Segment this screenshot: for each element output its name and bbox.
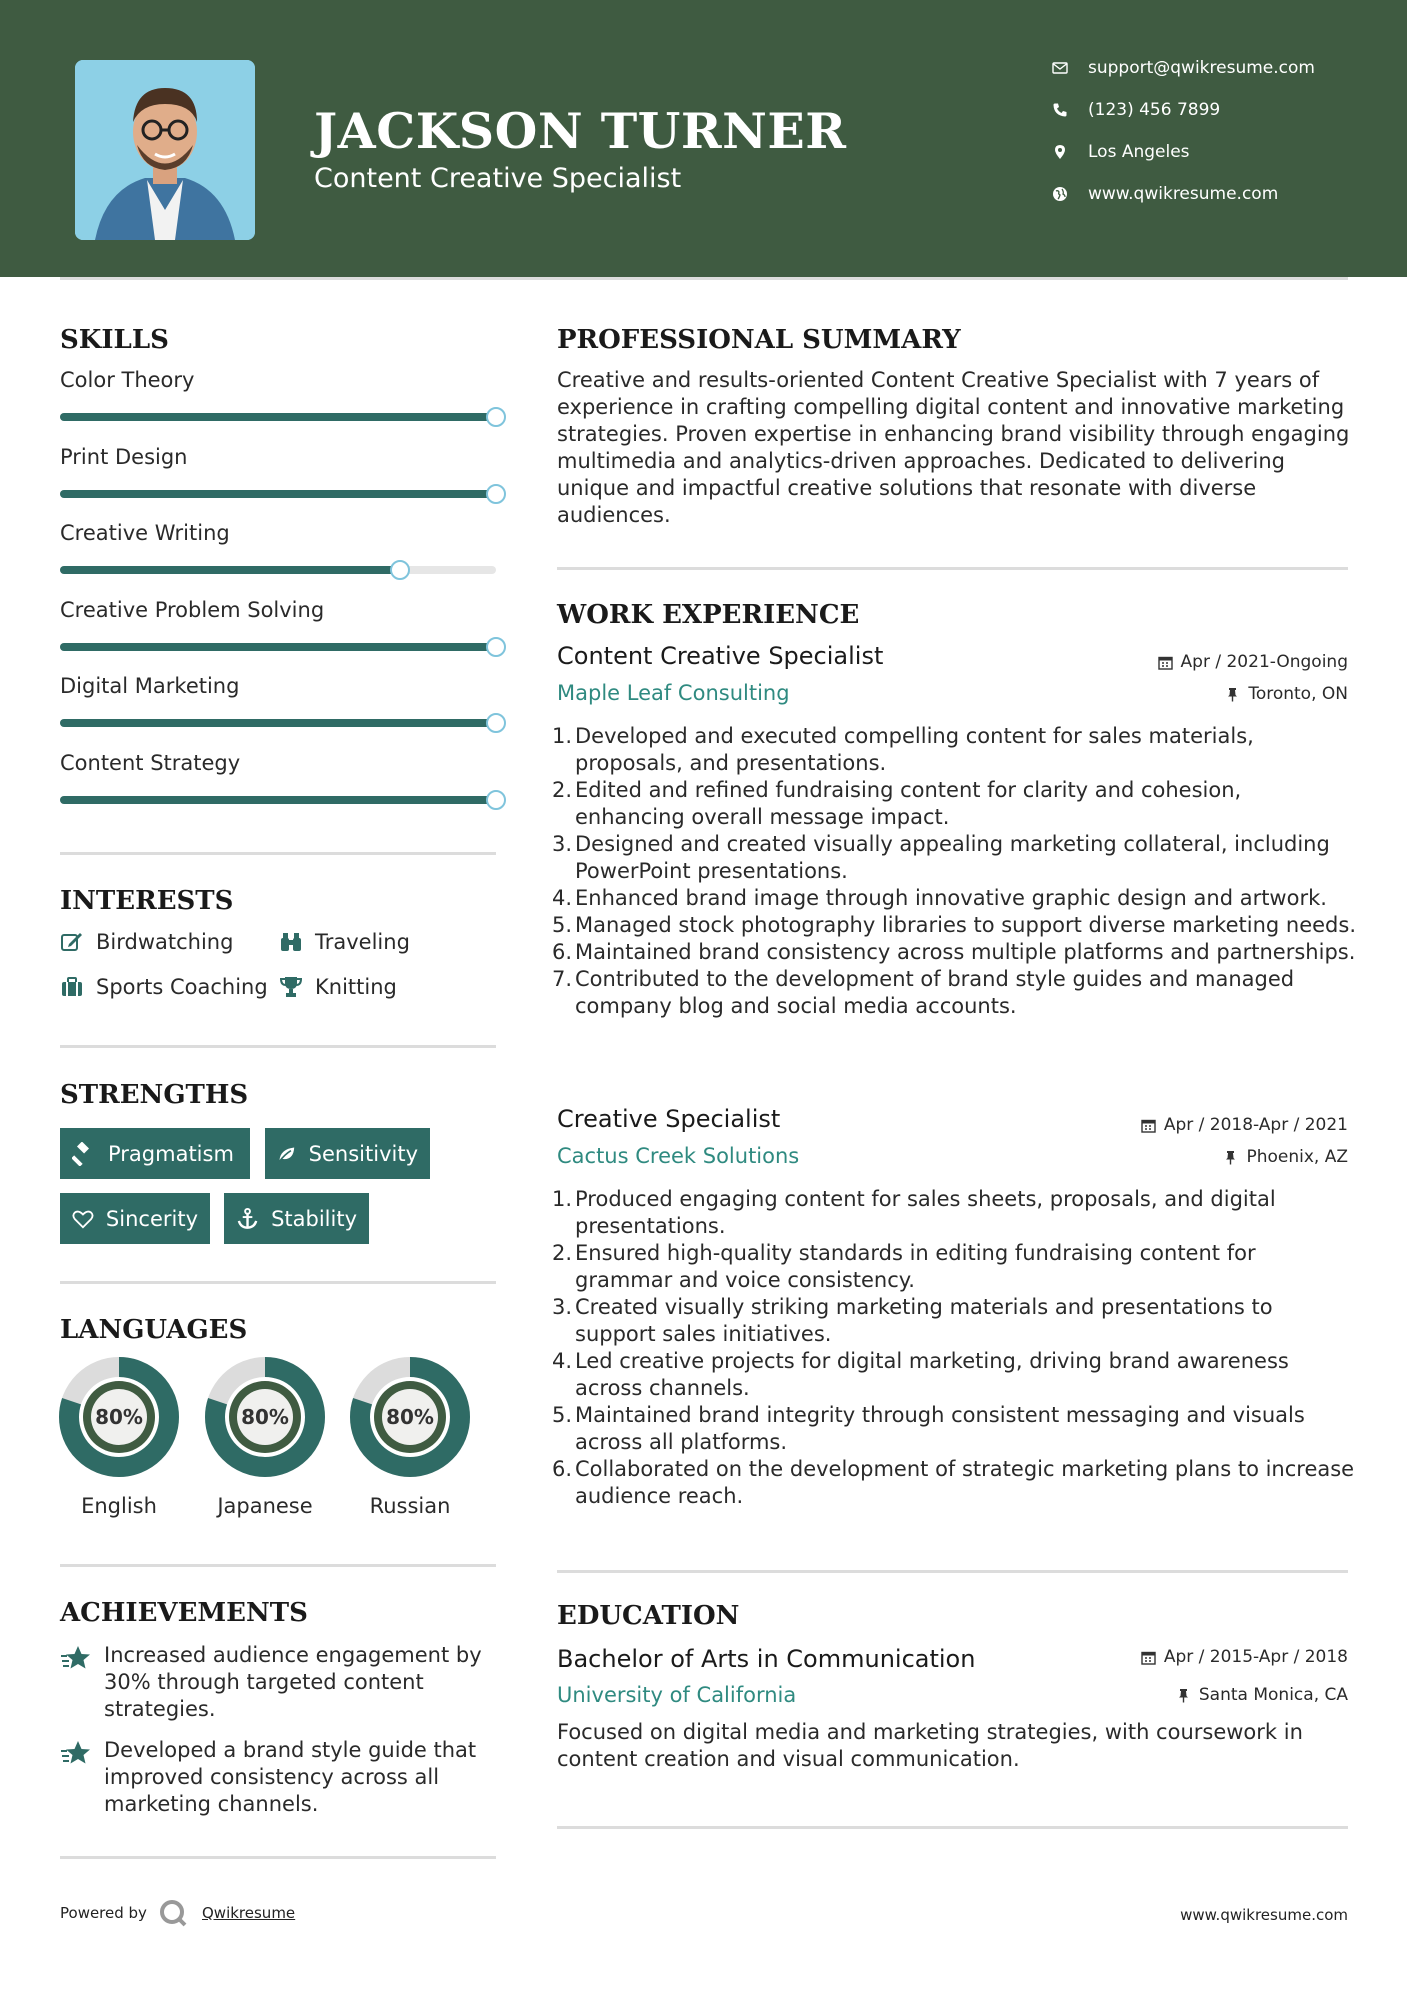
skill-bar-knob: [486, 790, 506, 810]
strength-label: Pragmatism: [108, 1141, 234, 1166]
pushpin-icon: [1176, 1688, 1191, 1703]
education-dates-text: Apr / 2015-Apr / 2018: [1163, 1647, 1348, 1667]
skill-bar-fill: [60, 643, 496, 651]
language-donut: [204, 1356, 326, 1478]
school-name: University of California: [557, 1683, 797, 1707]
bullet-text: Led creative projects for digital marketing, driving brand awareness across channels.: [575, 1349, 1289, 1400]
languages-heading: LANGUAGES: [60, 1315, 248, 1345]
bullet-text: Developed and executed compelling content for sales materials, proposals, and presentations.: [575, 724, 1254, 775]
language-donut: [349, 1356, 471, 1478]
anchor-icon: [236, 1207, 259, 1231]
job-location-text: Toronto, ON: [1248, 684, 1348, 704]
language-donut: [58, 1356, 180, 1478]
bullet-number: 3.: [552, 832, 573, 856]
bullet-number: 4.: [552, 886, 573, 910]
interest-item: [60, 975, 268, 999]
job-bullet: [552, 831, 1357, 885]
achievement-text: Increased audience engagement by 30% through targeted content strategies.: [104, 1643, 482, 1721]
divider: [60, 1856, 496, 1859]
envelope-icon: [1050, 58, 1070, 78]
divider: [557, 1570, 1348, 1573]
candidate-name: JACKSON TURNER: [314, 102, 847, 160]
job-bullet: [552, 1186, 1357, 1240]
job-location-text: Phoenix, AZ: [1246, 1147, 1348, 1167]
phone-icon: [1050, 100, 1070, 120]
achievement-item: [60, 1737, 510, 1818]
divider: [557, 567, 1348, 570]
star-icon: [60, 1739, 92, 1769]
education-dates: [1141, 1647, 1348, 1667]
leaf-icon: [277, 1142, 297, 1166]
strength-label: Sensitivity: [308, 1141, 418, 1166]
skill-bar-fill: [60, 413, 496, 421]
skill-bar-fill: [60, 490, 496, 498]
bullet-number: 4.: [552, 1349, 573, 1373]
language-percent: 80%: [241, 1405, 289, 1429]
job-bullet: [552, 1456, 1357, 1510]
skill-bar-knob: [486, 713, 506, 733]
contact-location-text: Los Angeles: [1088, 142, 1190, 162]
job-bullet: [552, 723, 1357, 777]
contact-email[interactable]: [1050, 58, 1315, 78]
bullet-number: 6.: [552, 1457, 573, 1481]
strength-tag: [60, 1128, 250, 1179]
bullet-number: 7.: [552, 967, 573, 991]
avatar: [75, 60, 255, 240]
divider: [60, 1045, 496, 1048]
skill-bar-knob: [486, 637, 506, 657]
skill-bar: [60, 796, 496, 804]
education-location: [1176, 1685, 1348, 1705]
skill-label: Content Strategy: [60, 750, 241, 775]
bullet-number: 2.: [552, 778, 573, 802]
bullet-number: 1.: [552, 1187, 573, 1211]
bullet-text: Maintained brand consistency across multiple platforms and partnerships.: [575, 940, 1356, 964]
skill-bar: [60, 490, 496, 498]
contact-phone-text: (123) 456 7899: [1088, 100, 1221, 120]
strength-tag: [60, 1193, 210, 1244]
skill-bar: [60, 413, 496, 421]
language-percent: 80%: [95, 1405, 143, 1429]
language-item: [204, 1356, 326, 1518]
job-bullet: [552, 1240, 1357, 1294]
achievements-heading: ACHIEVEMENTS: [60, 1598, 308, 1628]
language-label: Russian: [369, 1494, 451, 1518]
strengths-heading: STRENGTHS: [60, 1080, 249, 1110]
job-dates: [1141, 1115, 1348, 1135]
skill-label: Creative Problem Solving: [60, 597, 325, 622]
skill-bar-fill: [60, 719, 496, 727]
company-name: Maple Leaf Consulting: [557, 681, 790, 705]
job-dates: [1158, 652, 1348, 672]
divider: [60, 1281, 496, 1284]
skill-label: Color Theory: [60, 368, 195, 392]
qwikresume-logo-icon: [158, 1898, 188, 1928]
interests-heading: INTERESTS: [60, 886, 234, 916]
job-title: Content Creative Specialist: [557, 642, 884, 670]
job-dates-text: Apr / 2018-Apr / 2021: [1163, 1115, 1348, 1135]
skill-bar-knob: [390, 560, 410, 580]
footer-url[interactable]: www.qwikresume.com: [1180, 1906, 1348, 1924]
degree-title: Bachelor of Arts in Communication: [557, 1645, 976, 1673]
star-icon: [60, 1644, 92, 1674]
skill-bar-knob: [486, 407, 506, 427]
pushpin-icon: [1223, 1150, 1238, 1165]
job-title: Creative Specialist: [557, 1105, 781, 1133]
achievement-text: Developed a brand style guide that improved consistency across all marketing channels.: [104, 1738, 477, 1816]
achievement-item: [60, 1642, 510, 1723]
interest-item: [279, 930, 410, 954]
trophy-icon: [279, 975, 303, 999]
calendar-icon: [1141, 1650, 1156, 1665]
strength-tag: [224, 1193, 369, 1244]
pushpin-icon: [1225, 687, 1240, 702]
job-dates-text: Apr / 2021-Ongoing: [1180, 652, 1348, 672]
briefcase-icon: [60, 975, 84, 999]
bullet-text: Produced engaging content for sales sheets, proposals, and digital presentations.: [575, 1187, 1276, 1238]
skill-label: Print Design: [60, 444, 188, 469]
bullet-text: Managed stock photography libraries to support diverse marketing needs.: [575, 913, 1356, 937]
bullet-number: 5.: [552, 913, 573, 937]
powered-by-text: Powered by: [60, 1904, 147, 1922]
skill-bar: [60, 719, 496, 727]
interest-label: Traveling: [315, 930, 410, 954]
divider: [557, 1826, 1348, 1829]
bullet-text: Contributed to the development of brand style guides and managed company blog and social media accounts.: [575, 967, 1295, 1018]
job-bullet: [552, 966, 1357, 1020]
bullet-number: 5.: [552, 1403, 573, 1427]
skill-bar: [60, 643, 496, 651]
skill-bar-fill: [60, 566, 400, 574]
strength-tag: [265, 1128, 430, 1179]
education-heading: EDUCATION: [557, 1601, 740, 1631]
interest-item: [279, 975, 397, 999]
skill-label: Digital Marketing: [60, 674, 240, 698]
language-label: Japanese: [217, 1494, 313, 1518]
job-bullets: [552, 723, 1357, 1020]
language-item: [58, 1356, 180, 1518]
divider: [60, 1564, 496, 1567]
job-bullet: [552, 885, 1357, 912]
divider: [60, 852, 496, 855]
skill-bar: [60, 566, 496, 574]
skill-label: Creative Writing: [60, 521, 230, 545]
skill-bar-fill: [60, 796, 496, 804]
language-item: [349, 1356, 471, 1518]
job-bullet: [552, 1402, 1357, 1456]
job-bullets: [552, 1186, 1357, 1510]
qwikresume-link[interactable]: Qwikresume: [202, 1904, 296, 1922]
edit-icon: [60, 930, 84, 954]
job-bullet: [552, 1294, 1357, 1348]
candidate-title: Content Creative Specialist: [314, 163, 682, 194]
globe-icon: [1050, 184, 1070, 204]
contact-website[interactable]: [1050, 184, 1278, 204]
skills-heading: SKILLS: [60, 325, 169, 355]
contact-location: [1050, 142, 1190, 162]
summary-heading: PROFESSIONAL SUMMARY: [557, 325, 961, 355]
skill-bar-knob: [486, 484, 506, 504]
bullet-number: 6.: [552, 940, 573, 964]
education-location-text: Santa Monica, CA: [1198, 1685, 1348, 1705]
calendar-icon: [1141, 1118, 1156, 1133]
job-location: [1223, 1147, 1348, 1167]
job-bullet: [552, 939, 1357, 966]
binoculars-icon: [279, 930, 303, 954]
bullet-text: Designed and created visually appealing marketing collateral, including PowerPoint presentations.: [575, 832, 1330, 883]
experience-heading: WORK EXPERIENCE: [557, 600, 860, 630]
interest-label: Birdwatching: [96, 930, 234, 954]
bullet-number: 2.: [552, 1241, 573, 1265]
contact-website-text: www.qwikresume.com: [1088, 184, 1279, 204]
bullet-text: Created visually striking marketing materials and presentations to support sales initiatives.: [575, 1295, 1273, 1346]
bullet-text: Maintained brand integrity through consistent messaging and visuals across all platforms.: [575, 1403, 1305, 1454]
job-bullet: [552, 1348, 1357, 1402]
bullet-text: Collaborated on the development of strategic marketing plans to increase audience reach.: [575, 1457, 1355, 1508]
header-divider: [60, 277, 1348, 280]
calendar-icon: [1158, 655, 1173, 670]
language-percent: 80%: [386, 1405, 434, 1429]
gavel-icon: [72, 1142, 96, 1166]
job-bullet: [552, 912, 1357, 939]
bullet-text: Ensured high-quality standards in editing fundraising content for grammar and voice consistency.: [575, 1241, 1256, 1292]
education-description: Focused on digital media and marketing strategies, with coursework in content creation and visual communication.: [557, 1720, 1303, 1771]
company-name: Cactus Creek Solutions: [557, 1144, 800, 1168]
interest-label: Knitting: [315, 975, 397, 999]
map-marker-icon: [1050, 142, 1070, 162]
interest-item: [60, 930, 233, 954]
strength-label: Sincerity: [105, 1206, 198, 1231]
bullet-number: 3.: [552, 1295, 573, 1319]
contact-phone[interactable]: [1050, 100, 1220, 120]
contact-email-text: support@qwikresume.com: [1088, 58, 1315, 78]
summary-text: Creative and results-oriented Content Creative Specialist with 7 years of experience in crafting compelling digital content and innovative marketing strategies. Proven expertise in enhancing brand visibility through engaging multimedia and analytics-driven approaches. Dedicated to delivering unique and impactful creative solutions that resonate with diverse audiences.: [557, 368, 1350, 527]
interest-label: Sports Coaching: [96, 975, 268, 999]
strength-label: Stability: [271, 1206, 357, 1231]
bullet-text: Edited and refined fundraising content for clarity and cohesion, enhancing overall message impact.: [575, 778, 1242, 829]
bullet-text: Enhanced brand image through innovative graphic design and artwork.: [575, 886, 1327, 910]
bullet-number: 1.: [552, 724, 573, 748]
job-location: [1225, 684, 1348, 704]
heart-icon: [72, 1207, 94, 1231]
job-bullet: [552, 777, 1357, 831]
language-label: English: [81, 1494, 157, 1518]
profile-photo: [75, 60, 255, 240]
resume-header: [0, 0, 1407, 277]
